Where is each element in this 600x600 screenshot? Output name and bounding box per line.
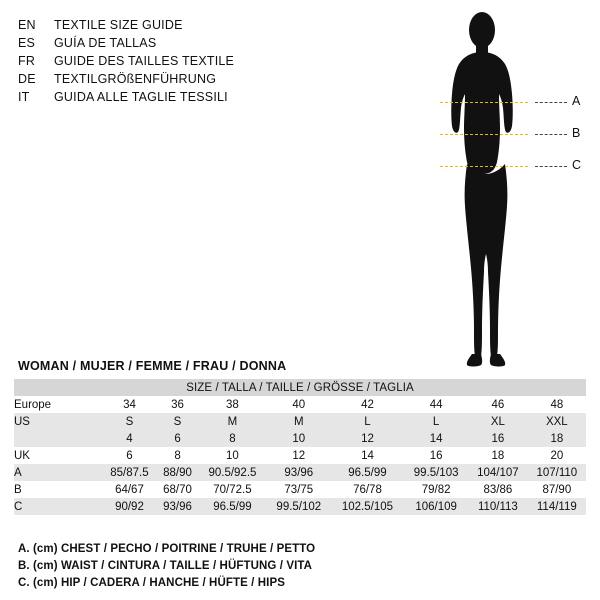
cell: 76/78 [331, 481, 404, 498]
cell: 20 [528, 447, 586, 464]
cell: 85/87.5 [102, 464, 157, 481]
language-code: EN [18, 18, 36, 32]
cell: 36 [157, 396, 198, 413]
cell: 114/119 [528, 498, 586, 515]
table-header-label: SIZE / TALLA / TAILLE / GRÖSSE / TAGLIA [14, 379, 586, 396]
section-title: WOMAN / MUJER / FEMME / FRAU / DONNA [18, 359, 287, 373]
cell: XXL [528, 413, 586, 430]
cell: 68/70 [157, 481, 198, 498]
language-code: FR [18, 54, 36, 68]
cell: 106/109 [404, 498, 468, 515]
row-label: C [14, 498, 102, 515]
table-row [14, 447, 586, 464]
cell: 96.5/99 [198, 498, 267, 515]
cell: M [267, 413, 331, 430]
waist-guide-line [440, 134, 528, 135]
cell: 38 [198, 396, 267, 413]
row-label: UK [14, 447, 102, 464]
row-label: B [14, 481, 102, 498]
cell: M [198, 413, 267, 430]
cell: 46 [468, 396, 528, 413]
row-label [14, 430, 102, 447]
cell: 40 [267, 396, 331, 413]
cell: 34 [102, 396, 157, 413]
cell: 16 [404, 447, 468, 464]
cell: 8 [157, 447, 198, 464]
size-table [14, 379, 586, 515]
language-title: GUIDA ALLE TAGLIE TESSILI [54, 90, 228, 104]
language-header-block [18, 16, 318, 106]
cell: 107/110 [528, 464, 586, 481]
language-title: TEXTILGRÖßENFÜHRUNG [54, 72, 217, 86]
table-row [14, 396, 586, 413]
cell: 79/82 [404, 481, 468, 498]
table-header-row [14, 379, 586, 396]
cell: 104/107 [468, 464, 528, 481]
row-label: Europe [14, 396, 102, 413]
language-row [18, 34, 318, 52]
cell: 14 [404, 430, 468, 447]
cell: S [157, 413, 198, 430]
chest-leader-line [535, 102, 567, 103]
cell: 44 [404, 396, 468, 413]
cell: XL [468, 413, 528, 430]
row-label: US [14, 413, 102, 430]
language-row [18, 70, 318, 88]
cell: 14 [331, 447, 404, 464]
footnote-hip: C. (cm) HIP / CADERA / HANCHE / HÜFTE / HIPS [18, 577, 286, 589]
language-row [18, 16, 318, 34]
table-row [14, 430, 586, 447]
language-row [18, 88, 318, 106]
language-title: TEXTILE SIZE GUIDE [54, 18, 183, 32]
chest-label: A [572, 94, 581, 108]
footnotes-block [18, 541, 578, 592]
table-row [14, 481, 586, 498]
cell: 18 [528, 430, 586, 447]
cell: 83/86 [468, 481, 528, 498]
table-row [14, 498, 586, 515]
cell: 73/75 [267, 481, 331, 498]
waist-leader-line [535, 134, 567, 135]
cell: 99.5/103 [404, 464, 468, 481]
cell: 90.5/92.5 [198, 464, 267, 481]
cell: 8 [198, 430, 267, 447]
cell: 48 [528, 396, 586, 413]
hip-guide-line [440, 166, 528, 167]
chest-guide-line [440, 102, 528, 103]
table-row [14, 464, 586, 481]
footnote-chest: A. (cm) CHEST / PECHO / POITRINE / TRUHE / PETTO [18, 543, 316, 555]
cell: 4 [102, 430, 157, 447]
footnote-waist: B. (cm) WAIST / CINTURA / TAILLE / HÜFTUNG / VITA [18, 560, 313, 572]
language-code: IT [18, 90, 30, 104]
cell: 93/96 [157, 498, 198, 515]
cell: 6 [102, 447, 157, 464]
cell: 10 [198, 447, 267, 464]
cell: 12 [267, 447, 331, 464]
cell: 93/96 [267, 464, 331, 481]
cell: 64/67 [102, 481, 157, 498]
cell: 87/90 [528, 481, 586, 498]
cell: 96.5/99 [331, 464, 404, 481]
waist-label: B [572, 126, 581, 140]
cell: 18 [468, 447, 528, 464]
cell: 6 [157, 430, 198, 447]
cell: L [404, 413, 468, 430]
table-row [14, 413, 586, 430]
female-silhouette-icon [420, 6, 595, 376]
cell: S [102, 413, 157, 430]
cell: 70/72.5 [198, 481, 267, 498]
hip-leader-line [535, 166, 567, 167]
cell: 12 [331, 430, 404, 447]
language-title: GUIDE DES TAILLES TEXTILE [54, 54, 235, 68]
cell: 90/92 [102, 498, 157, 515]
language-code: DE [18, 72, 36, 86]
hip-label: C [572, 158, 582, 172]
cell: 99.5/102 [267, 498, 331, 515]
body-figure [420, 6, 595, 376]
cell: 88/90 [157, 464, 198, 481]
size-table-wrapper [14, 379, 586, 515]
cell: 10 [267, 430, 331, 447]
row-label: A [14, 464, 102, 481]
language-row [18, 52, 318, 70]
cell: 102.5/105 [331, 498, 404, 515]
cell: 16 [468, 430, 528, 447]
cell: L [331, 413, 404, 430]
cell: 110/113 [468, 498, 528, 515]
language-title: GUÍA DE TALLAS [54, 36, 157, 50]
language-code: ES [18, 36, 36, 50]
cell: 42 [331, 396, 404, 413]
